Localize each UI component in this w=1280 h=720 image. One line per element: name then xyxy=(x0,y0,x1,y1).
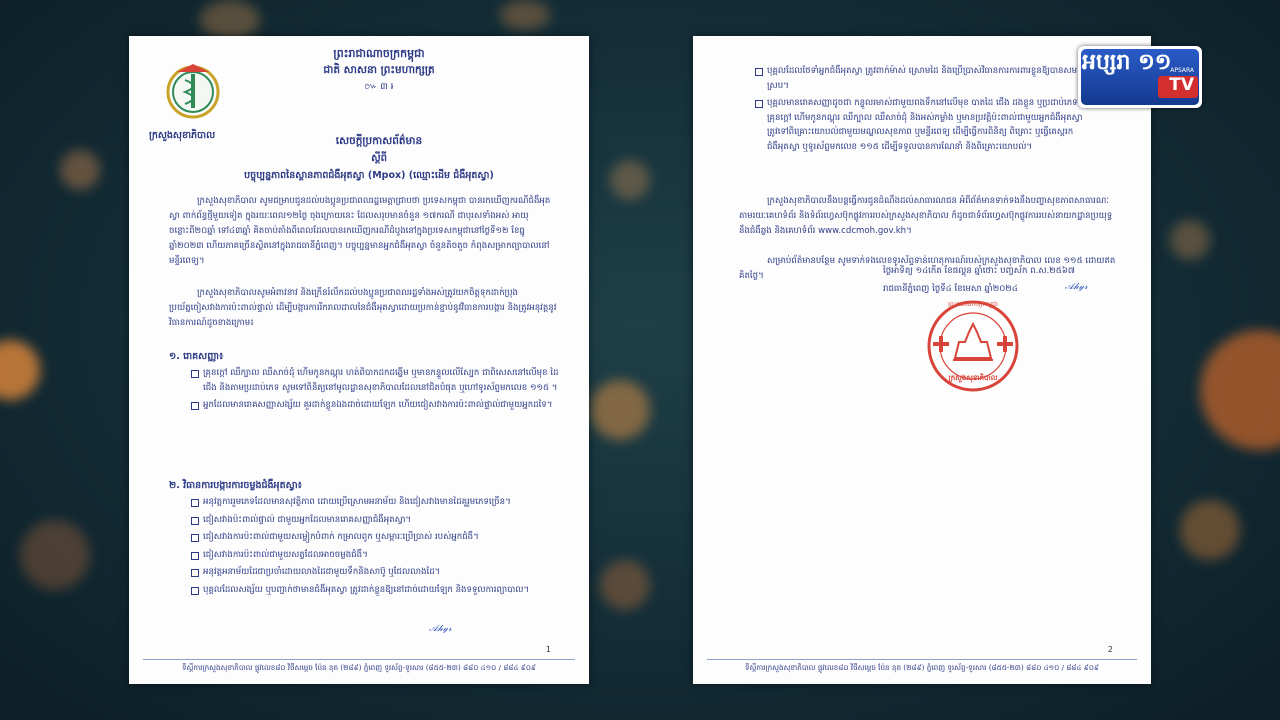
doc-subject: បច្ចុប្បន្នភាពនៃស្ថានភាពជំងឺអុតស្វា (Mpox) (ឈ្មោះដើម ជំងឺអុតស្វា) xyxy=(244,170,494,181)
signature-initials: 𝒜𝒽𝓎𝓇 xyxy=(1065,282,1088,292)
list-item: ជៀសវាងការប៉ះពាល់ជាមួយសត្វដែលអាចចម្លងជំងឺ។ xyxy=(189,548,559,563)
date-lunar: ថ្ងៃអាទិត្យ ១៤កើត ខែផល្គុន ឆ្នាំថោះ បញ្ចស័ក ព.ស.២៥៦៧ xyxy=(883,266,1075,276)
list-item: អនុវត្តការរួមភេទដែលមានសុវត្ថិភាព ដោយប្រើស្រោមអនាម័យ និងជៀសវាងមានដៃគូរួមភេទច្រើន។ xyxy=(189,495,559,510)
paragraph-info: ក្រសួងសុខាភិបាលនឹងបន្តធ្វើការជូនដំណឹងដល់សាធារណជន អំពីព័ត៌មានទាក់ទងនឹងបញ្ហាសុខភាពសាធារណៈ តាមរយៈគេហទំព័រ និងទំព័រហ្វេសប៊ុកផ្លូវការរបស់ក្រសួងសុខាភិបាល ក៏ដូចជាទំព័រហ្វេសប៊ុកផ្លូវការរបស់នាយកដ្ឋានប្រយុទ្ធនឹងជំងឺឆ្លង និងគេហទំព័រ www.cdcmoh.gov.kh។ xyxy=(739,196,1113,236)
header-kingdom: ព្រះរាជាណាចក្រកម្ពុជា xyxy=(333,47,425,60)
document-page-1 xyxy=(129,36,589,684)
list-item: អនុវត្តអនាម័យដៃជាប្រចាំដោយលាងដៃជាមួយទឹកនិងសាប៊ូ ឬជែលលាងដៃ។ xyxy=(189,565,559,580)
signature-initials: 𝒜𝒽𝓎𝓇 xyxy=(429,624,452,634)
document-page-2 xyxy=(693,36,1151,684)
paragraph-1: ក្រសួងសុខាភិបាល សូមជម្រាបជូនដល់បងប្អូនប្រជាពលរដ្ឋមេត្តាជ្រាបថា ប្រទេសកម្ពុជា បានរកឃើញករណីជំងឺអុតស្វា ពាក់ព័ន្ធថ្មីមួយទៀត ក្នុងរយៈពេល១២ថ្ងៃ ចុងក្រោយនេះ ដែលសរុបមានចំនួន ១៧ករណី ជាបុរសទាំងអស់ អាយុចន្លោះពី២០ឆ្នាំ ទៅ៤៣ឆ្នាំ គិតចាប់តាំងពីពេលដែលបានរកឃើញករណីដំបូងនៅក្នុងប្រទេសកម្ពុជានៅថ្ងៃទី១២ ខែធ្នូ ឆ្នាំ២០២៣ ហើយភាគច្រើនស្ថិតនៅក្នុងរាជធានីភ្នំពេញ។ បច្ចុប្បន្នមានអ្នកជំងឺអុតស្វា ចំនួនតិចតួច កំពុងសម្រាកព្យាបាលនៅមន្ទីរពេទ្យ។ xyxy=(169,196,551,266)
list-item: បុគ្គលដែលថែទាំអ្នកជំងឺអុតស្វា ត្រូវពាក់ម៉ាស់ ស្រោមដៃ និងប្រើប្រាស់វិធានការការពារខ្លួនឱ្យបានសមស្រប។ xyxy=(753,64,1093,93)
section-1-title: ១. រោគសញ្ញា៖ xyxy=(169,351,224,362)
channel-logo-tv: TV xyxy=(1169,75,1194,95)
list-item: គ្រុនក្ដៅ ឈឺក្បាល ឈឺសាច់ដុំ ហើមកូនកណ្ដុរ ហត់ពិបាកដកដង្ហើម ឬមានកន្ទួលលើស្បែក ជាពិសេសនៅលើមុខ ដៃ ជើង និងតាមប្រដាប់ភេទ សូមទៅពិនិត្យនៅមូលដ្ឋានសុខាភិបាលដែលនៅជិតបំផុត ឬហៅទូរស័ព្ទមកលេខ ១១៥ ។ xyxy=(189,366,559,395)
header-motto: ជាតិ សាសនា ព្រះមហាក្សត្រ xyxy=(323,64,435,76)
header-ornament: ៚ ៣ ៛ xyxy=(364,82,394,92)
doc-about: ស្ដីពី xyxy=(371,153,387,164)
doc-type: សេចក្ដីប្រកាសព័ត៌មាន xyxy=(335,135,423,147)
list-item: អ្នកដែលមានរោគសញ្ញាសង្ស័យ គួរដាក់ខ្លួនឯងដាច់ដោយឡែក ហើយជៀសវាងការប៉ះពាល់ផ្ទាល់ជាមួយអ្នកដទៃ។ xyxy=(189,398,559,413)
list-item: ជៀសវាងការប៉ះពាល់ជាមួយសម្លៀកបំពាក់ កម្រាលពូក ឬសម្ភារៈប្រើប្រាស់ របស់អ្នកជំងឺ។ xyxy=(189,530,559,545)
date-solar: រាជធានីភ្នំពេញ ថ្ងៃទី៤ ខែមេសា ឆ្នាំ២០២៤ xyxy=(883,284,1018,294)
page-number: 2 xyxy=(1107,645,1113,654)
continued-list xyxy=(753,64,1093,157)
section-2-list xyxy=(189,495,559,600)
stamp-text-bottom: ក្រសួងសុខាភិបាល xyxy=(948,374,998,382)
list-item: ជៀសវាងប៉ះពាល់ផ្ទាល់ ជាមួយអ្នកដែលមានរោគសញ្ញាជំងឺអុតស្វា។ xyxy=(189,513,559,528)
channel-logo-sub: APSARA xyxy=(1170,67,1194,74)
page-number: 1 xyxy=(545,645,551,654)
stamp-text-top: ព្រះរាជាណាចក្រកម្ពុជា xyxy=(948,301,998,308)
channel-logo-name: អប្សរា ១១ xyxy=(1082,50,1172,75)
page-footer: ទីស្ដីការក្រសួងសុខាភិបាល ផ្លូវលេខ៨០ វិថីសម្ដេច ប៉ែន នុត (២៨៩) ភ្នំពេញ ទូរស័ព្ទ-ទូរសារ (៨៥៥-២៣) ៨៨០ ៤១០ / ៨៨៤ ៩០៩ xyxy=(707,659,1137,674)
section-2-title: ២. វិធានការបង្ការការចម្លងជំងឺអុតស្វា៖ xyxy=(169,480,302,491)
ministry-name: ក្រសួងសុខាភិបាល xyxy=(149,130,216,141)
section-1-list xyxy=(189,366,559,416)
paragraph-contact: សម្រាប់ព័ត៌មានបន្ថែម សូមទាក់ទងលេខទូរស័ព្ទទាន់ហេតុការណ៍របស់ក្រសួងសុខាភិបាល លេខ ១១៥ ដោយឥតគិតថ្លៃ។ xyxy=(739,256,1116,281)
page-footer: ទីស្ដីការក្រសួងសុខាភិបាល ផ្លូវលេខ៨០ វិថីសម្ដេច ប៉ែន នុត (២៨៩) ភ្នំពេញ ទូរស័ព្ទ-ទូរសារ (៨៥៥-២៣) ៨៨០ ៤១០ / ៨៨៤ ៩០៩ xyxy=(143,659,575,674)
list-item: បុគ្គលដែលសង្ស័យ ឬបញ្ជាក់ថាមានជំងឺអុតស្វា ត្រូវដាក់ខ្លួនឱ្យនៅដាច់ដោយឡែក និងទទួលការព្យាបាល។ xyxy=(189,583,559,598)
list-item: បុគ្គលមានរោគសញ្ញាដូចជា កន្ទួលរមាស់ជាមួយពងទឹកនៅលើមុខ បាតដៃ ជើង ដងខ្លួន ឬប្រដាប់ភេទ គ្រុនក្ដៅ ហើមកូនកណ្ដុរ ឈឺក្បាល ឈឺសាច់ដុំ និងអស់កម្លាំង ឬមានប្រវត្តិប៉ះពាល់ជាមួយអ្នកជំងឺអុតស្វា ត្រូវទៅពិគ្រោះយោបល់ជាមួយមណ្ឌលសុខភាព ឬមន្ទីរពេទ្យ ដើម្បីធ្វើការពិនិត្យ ពិគ្រោះ ឬធ្វើតេស្ដរកជំងឺអុតស្វា ឬទូរស័ព្ទមកលេខ ១១៥ ដើម្បីទទួលបានការណែនាំ និងពិគ្រោះយោបល់។ xyxy=(753,96,1093,154)
channel-logo xyxy=(1078,46,1202,108)
paragraph-2: ក្រសួងសុខាភិបាលសូមអំពាវនាវ និងក្រើនរំលឹកដល់បងប្អូនប្រជាពលរដ្ឋទាំងអស់ត្រូវយកចិត្តទុកដាក់ប្រុងប្រយ័ត្នចៀសវាងការប៉ះពាល់ផ្ទាល់ ដើម្បីបង្ការការរីករាលដាលនៃជំងឺអុតស្វាដោយប្រកាន់ខ្ជាប់នូវវិធានការបង្ការ និងត្រូវអនុវត្តនូវវិធានការណ៍ដូចខាងក្រោម៖ xyxy=(169,288,557,328)
ministry-logo xyxy=(163,62,223,126)
